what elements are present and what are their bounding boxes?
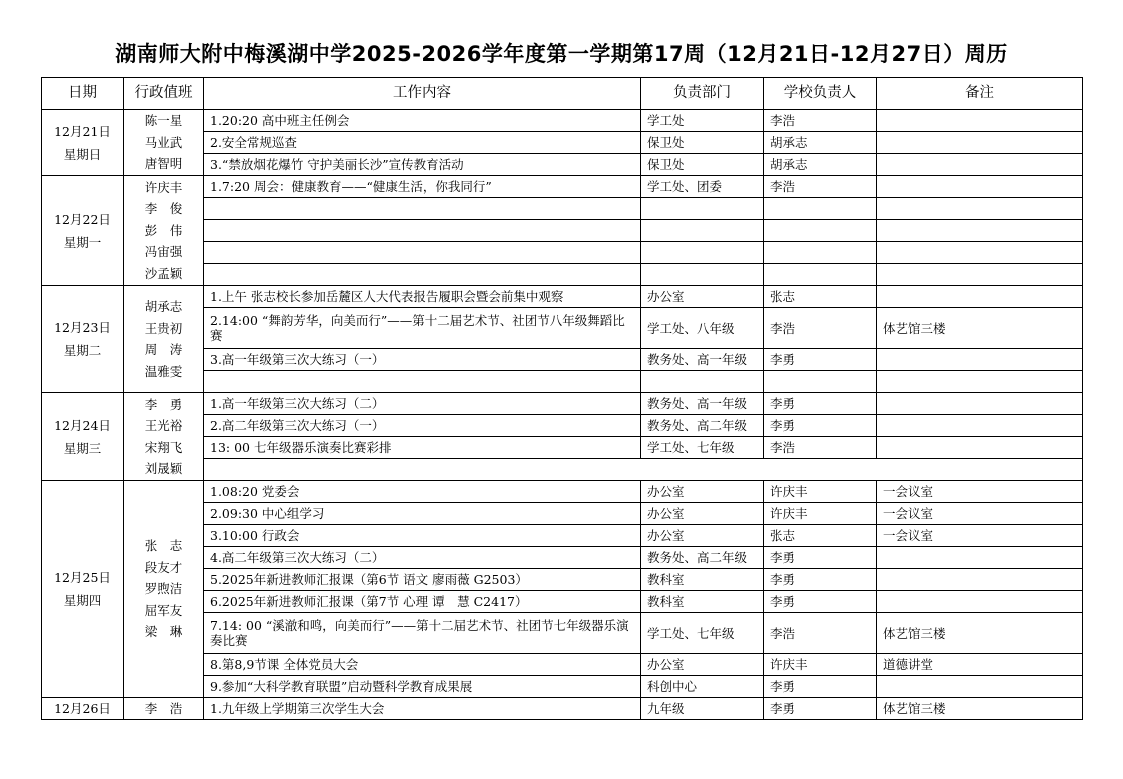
leader-cell: 李勇: [764, 415, 877, 437]
weekday-label: 星期日: [63, 146, 102, 162]
note-cell: 一会议室: [877, 503, 1083, 525]
date-label: 12月26日: [54, 701, 111, 716]
note-cell: [877, 591, 1083, 613]
note-cell: [877, 547, 1083, 569]
table-row: [42, 110, 1083, 132]
dept-cell: 学工处、七年级: [641, 613, 764, 654]
leader-cell: 胡承志: [764, 154, 877, 176]
leader-cell: 李勇: [764, 393, 877, 415]
dept-cell: 学工处、七年级: [641, 437, 764, 459]
dept-cell: 学工处、团委: [641, 176, 764, 198]
duty-cell: [124, 176, 204, 286]
dept-cell: [641, 264, 764, 286]
note-cell: [877, 415, 1083, 437]
content-cell: [204, 264, 641, 286]
duty-name: 陈一星: [144, 113, 183, 129]
note-cell: [877, 132, 1083, 154]
content-cell: 3.高一年级第三次大练习（一）: [204, 349, 641, 371]
duty-cell: [124, 698, 204, 720]
duty-name: 冯宙强: [144, 244, 183, 260]
content-cell: 1.上午 张志校长参加岳麓区人大代表报告履职会暨会前集中观察: [204, 286, 641, 308]
note-cell: [877, 198, 1083, 220]
leader-cell: 李勇: [764, 349, 877, 371]
note-cell: [877, 176, 1083, 198]
note-cell: [877, 393, 1083, 415]
leader-cell: [764, 220, 877, 242]
header-content: 工作内容: [204, 78, 641, 110]
date-cell: [42, 481, 124, 698]
dept-cell: 学工处: [641, 110, 764, 132]
content-cell: 3.“禁放烟花爆竹 守护美丽长沙”宣传教育活动: [204, 154, 641, 176]
leader-cell: 李勇: [764, 698, 877, 720]
header-dept: 负责部门: [641, 78, 764, 110]
duty-cell: [124, 393, 204, 481]
duty-cell: [124, 110, 204, 176]
leader-cell: 李浩: [764, 176, 877, 198]
page-title: 湖南师大附中梅溪湖中学2025-2026学年度第一学期第17周（12月21日-12月27日）周历: [115, 42, 1008, 66]
leader-cell: 许庆丰: [764, 503, 877, 525]
table-row: [42, 393, 1083, 415]
duty-name: 屈军友: [144, 602, 183, 618]
content-cell: 5.2025年新进教师汇报课（第6节 语文 廖雨薇 G2503）: [204, 569, 641, 591]
duty-name: 李 俊: [144, 201, 183, 217]
dept-cell: [641, 371, 764, 393]
dept-cell: [641, 198, 764, 220]
header-duty: 行政值班: [124, 78, 204, 110]
leader-cell: 胡承志: [764, 132, 877, 154]
content-cell: 6.2025年新进教师汇报课（第7节 心理 谭 慧 C2417）: [204, 591, 641, 613]
dept-cell: 教科室: [641, 569, 764, 591]
duty-name: 马业武: [144, 134, 183, 150]
dept-cell: 教务处、高二年级: [641, 547, 764, 569]
date-label: 12月25日: [54, 570, 111, 585]
content-cell: 1.九年级上学期第三次学生大会: [204, 698, 641, 720]
content-cell: 1.7:20 周会：健康教育——“健康生活，你我同行”: [204, 176, 641, 198]
duty-name: 唐智明: [144, 156, 183, 172]
note-cell: 体艺馆三楼: [877, 308, 1083, 349]
weekday-label: 星期一: [63, 234, 102, 250]
date-cell: [42, 393, 124, 481]
leader-cell: 李浩: [764, 437, 877, 459]
weekday-label: 星期三: [63, 440, 102, 456]
leader-cell: 李浩: [764, 110, 877, 132]
date-cell: [42, 110, 124, 176]
header-row: [42, 78, 1083, 110]
header-leader: 学校负责人: [764, 78, 877, 110]
content-cell: [204, 198, 641, 220]
duty-name: 李 勇: [144, 396, 183, 412]
note-cell: [877, 264, 1083, 286]
duty-name: 周 涛: [144, 342, 183, 357]
leader-cell: [764, 198, 877, 220]
duty-name: 沙孟颖: [144, 265, 183, 281]
dept-cell: [641, 220, 764, 242]
leader-cell: 张志: [764, 286, 877, 308]
leader-cell: 许庆丰: [764, 654, 877, 676]
content-cell: 1.20:20 高中班主任例会: [204, 110, 641, 132]
dept-cell: 学工处、八年级: [641, 308, 764, 349]
leader-cell: 李勇: [764, 569, 877, 591]
content-cell: 7.14: 00 “溪澈和鸣，向美而行”——第十二届艺术节、社团节七年级器乐演奏比赛: [204, 613, 641, 654]
content-cell: 2.14:00 “舞韵芳华，向美而行”——第十二届艺术节、社团节八年级舞蹈比赛: [204, 308, 641, 349]
date-cell: [42, 176, 124, 286]
duty-name: 王光裕: [144, 418, 183, 433]
content-cell: [204, 371, 641, 393]
date-label: 12月23日: [54, 320, 111, 335]
dept-cell: 教务处、高二年级: [641, 415, 764, 437]
content-cell: 1.高一年级第三次大练习（二）: [204, 393, 641, 415]
dept-cell: 办公室: [641, 481, 764, 503]
duty-name: 梁 琳: [144, 624, 183, 640]
note-cell: [877, 242, 1083, 264]
date-label: 12月21日: [54, 123, 111, 139]
leader-cell: 李浩: [764, 613, 877, 654]
duty-name: 许庆丰: [144, 179, 183, 195]
duty-name: 彭 伟: [144, 222, 183, 238]
dept-cell: 办公室: [641, 286, 764, 308]
dept-cell: 教务处、高一年级: [641, 349, 764, 371]
content-cell: 4.高二年级第三次大练习（二）: [204, 547, 641, 569]
dept-cell: 办公室: [641, 654, 764, 676]
duty-cell: [124, 286, 204, 393]
leader-cell: 李勇: [764, 547, 877, 569]
note-cell: 一会议室: [877, 481, 1083, 503]
leader-cell: 张志: [764, 525, 877, 547]
date-label: 12月24日: [54, 417, 111, 433]
leader-cell: 李勇: [764, 676, 877, 698]
note-cell: 一会议室: [877, 525, 1083, 547]
content-cell: 2.安全常规巡查: [204, 132, 641, 154]
note-cell: [877, 569, 1083, 591]
dept-cell: 办公室: [641, 503, 764, 525]
content-cell: 8.第8,9节课 全体党员大会: [204, 654, 641, 676]
duty-name: 王贵初: [144, 320, 183, 336]
duty-name: 宋翔飞: [144, 439, 183, 455]
note-cell: [877, 154, 1083, 176]
table-row: [42, 481, 1083, 503]
content-cell: [204, 220, 641, 242]
weekday-label: 星期四: [63, 593, 102, 608]
dept-cell: 办公室: [641, 525, 764, 547]
content-cell: 3.10:00 行政会: [204, 525, 641, 547]
note-cell: [877, 349, 1083, 371]
date-label: 12月22日: [54, 211, 111, 227]
leader-cell: 李勇: [764, 591, 877, 613]
duty-cell: [124, 481, 204, 698]
header-note: 备注: [877, 78, 1083, 110]
duty-name: 胡承志: [144, 299, 183, 314]
note-cell: [877, 437, 1083, 459]
dept-cell: [641, 242, 764, 264]
content-cell: [204, 459, 1083, 481]
table-row: [42, 176, 1083, 198]
weekday-label: 星期二: [63, 343, 102, 358]
leader-cell: [764, 242, 877, 264]
note-cell: [877, 676, 1083, 698]
leader-cell: [764, 371, 877, 393]
leader-cell: [764, 264, 877, 286]
duty-name: 罗煦洁: [144, 581, 183, 597]
leader-cell: 许庆丰: [764, 481, 877, 503]
dept-cell: 科创中心: [641, 676, 764, 698]
dept-cell: 九年级: [641, 698, 764, 720]
note-cell: [877, 220, 1083, 242]
dept-cell: 保卫处: [641, 154, 764, 176]
note-cell: [877, 371, 1083, 393]
table-row: [42, 286, 1083, 308]
content-cell: [204, 242, 641, 264]
note-cell: [877, 286, 1083, 308]
content-cell: 2.高二年级第三次大练习（一）: [204, 415, 641, 437]
duty-name: 李 浩: [144, 701, 183, 716]
content-cell: 13: 00 七年级器乐演奏比赛彩排: [204, 437, 641, 459]
note-cell: 体艺馆三楼: [877, 698, 1083, 720]
weekly-calendar-table: [41, 77, 1083, 720]
date-cell: [42, 698, 124, 720]
dept-cell: 保卫处: [641, 132, 764, 154]
note-cell: 道德讲堂: [877, 654, 1083, 676]
note-cell: 体艺馆三楼: [877, 613, 1083, 654]
content-cell: 2.09:30 中心组学习: [204, 503, 641, 525]
duty-name: 段友才: [144, 559, 183, 575]
dept-cell: 教务处、高一年级: [641, 393, 764, 415]
date-cell: [42, 286, 124, 393]
duty-name: 温雅雯: [144, 363, 183, 379]
content-cell: 1.08:20 党委会: [204, 481, 641, 503]
note-cell: [877, 110, 1083, 132]
duty-name: 张 志: [144, 538, 183, 554]
dept-cell: 教科室: [641, 591, 764, 613]
table-row: [42, 698, 1083, 720]
content-cell: 9.参加“大科学教育联盟”启动暨科学教育成果展: [204, 676, 641, 698]
header-date: 日期: [42, 78, 124, 110]
duty-name: 刘晟颖: [144, 461, 183, 476]
leader-cell: 李浩: [764, 308, 877, 349]
